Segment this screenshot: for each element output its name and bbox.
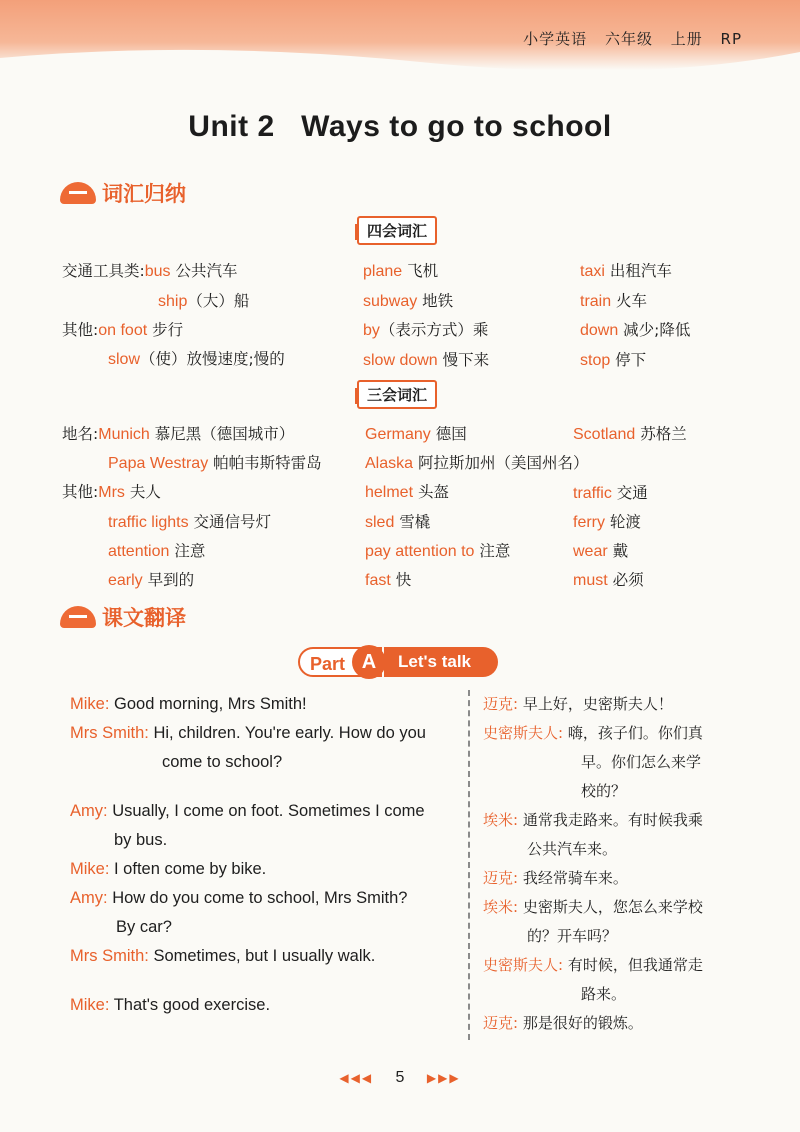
dialogue-line	[483, 951, 753, 1009]
vocab-english: ship	[158, 293, 188, 310]
three-skill-label: 三会词汇	[357, 380, 437, 409]
vocab-english: by	[363, 322, 380, 339]
vocab-chinese: 轮渡	[605, 513, 641, 531]
vocab-item	[580, 259, 672, 281]
speaker-name: Mrs Smith:	[70, 947, 149, 965]
vocab-item	[62, 422, 294, 444]
vocab-item	[365, 480, 449, 502]
section-vocab-title: 词汇归纳	[102, 182, 186, 206]
dialogue-text: 那是很好的锻炼。	[522, 1014, 643, 1032]
page-footer	[0, 1069, 800, 1087]
section-badge-icon	[60, 182, 96, 204]
vocab-chinese: （大）船	[187, 292, 250, 310]
vocab-chinese: 夫人	[124, 483, 161, 502]
speaker-name: 埃米:	[483, 898, 519, 916]
speaker-name: 迈克:	[483, 1014, 519, 1032]
vocab-english: train	[580, 292, 612, 310]
vocab-english: attention	[108, 542, 170, 560]
vocab-item	[62, 318, 183, 340]
vocab-item	[573, 481, 648, 503]
dialogue-text: 校的？	[581, 782, 627, 800]
dialogue-line	[483, 893, 753, 951]
dialogue-text: Hi, children. You're early. How do you	[153, 724, 426, 742]
dialogue-line	[70, 942, 460, 971]
vocab-chinese: （使）放慢速度;慢的	[140, 350, 285, 368]
dialogue-line	[70, 690, 460, 719]
dialogue-text: Usually, I come on foot. Sometimes I come	[112, 802, 425, 820]
vocab-category: 地名:	[62, 425, 99, 443]
vocab-english: early	[108, 572, 143, 589]
speaker-name: 埃米:	[483, 811, 519, 829]
vocab-english: sled	[365, 513, 395, 531]
vocab-item	[573, 422, 687, 444]
speaker-name: 迈克:	[483, 695, 519, 713]
speaker-name: 史密斯夫人:	[483, 956, 564, 974]
vocab-item	[365, 539, 510, 561]
dialogue-text: 我经常骑车来。	[522, 869, 628, 887]
dialogue-text: 通常我走路来。有时候我乘	[522, 811, 703, 829]
dialogue-line	[483, 806, 753, 864]
vocab-item	[573, 510, 641, 532]
vocab-chinese: 交通信号灯	[188, 512, 272, 531]
dialogue-text: How do you come to school, Mrs Smith?	[112, 889, 408, 907]
vocab-item	[580, 318, 690, 340]
vocab-english: Scotland	[573, 426, 636, 443]
vocab-item	[365, 451, 588, 473]
dialogue-english	[70, 690, 460, 1020]
dialogue-text: 路来。	[581, 985, 627, 1003]
dialogue-text: 嗨，孩子们。你们真	[567, 724, 703, 742]
vocab-english: ferry	[573, 514, 605, 531]
vocab-english: must	[573, 572, 608, 589]
vocab-chinese: 雪橇	[394, 512, 431, 531]
vocab-english: Munich	[98, 426, 150, 443]
vocab-english: plane	[363, 263, 403, 280]
part-letter: A	[352, 645, 386, 679]
vocab-chinese: 注意	[474, 541, 511, 560]
vocab-chinese: 戴	[607, 542, 629, 560]
speaker-name: 史密斯夫人:	[483, 724, 564, 742]
vocab-chinese: （表示方式）乘	[379, 321, 489, 339]
speaker-name: Amy:	[70, 889, 108, 907]
part-label: Part	[298, 647, 382, 677]
next-arrows-icon: ▶▶▶	[426, 1071, 461, 1085]
vocab-chinese: 公共汽车	[170, 262, 238, 280]
part-title: Let's talk	[384, 647, 498, 677]
vocab-category: 其他:	[62, 483, 99, 502]
vocab-chinese: 德国	[430, 425, 467, 443]
vocab-chinese: 减少;降低	[618, 321, 691, 339]
vocab-item	[108, 510, 271, 532]
header-volume: 上册	[670, 30, 703, 48]
vocab-english: Germany	[365, 426, 431, 443]
vocab-item	[363, 318, 488, 340]
dialogue-text: 早。你们怎么来学	[581, 753, 702, 771]
vocab-english: slow down	[363, 351, 438, 369]
vocab-item	[573, 539, 628, 561]
vocab-english: subway	[363, 292, 418, 310]
dialogue-text: Good morning, Mrs Smith!	[114, 695, 307, 713]
vocab-item	[365, 510, 430, 532]
vocab-chinese: 飞机	[402, 262, 439, 280]
dialogue-line	[70, 884, 460, 942]
vocab-english: Alaska	[365, 455, 414, 473]
vocab-item	[158, 289, 249, 311]
vocab-english: taxi	[580, 263, 605, 280]
speaker-name: Mike:	[70, 695, 110, 713]
vocab-item	[580, 348, 646, 370]
column-divider	[468, 690, 470, 1040]
vocab-english: pay attention to	[365, 542, 475, 560]
vocab-english: stop	[580, 351, 611, 369]
vocab-chinese: 头盔	[413, 483, 449, 502]
header-grade: 六年级	[604, 30, 653, 48]
vocab-item	[363, 348, 489, 370]
header-subject: 小学英语	[523, 30, 588, 48]
vocab-item	[62, 259, 237, 281]
vocab-item	[580, 289, 647, 311]
vocab-item	[108, 539, 205, 561]
speaker-name: Amy:	[70, 802, 108, 820]
dialogue-text: I often come by bike.	[114, 860, 267, 878]
vocab-english: traffic lights	[108, 513, 189, 531]
dialogue-line	[483, 864, 753, 893]
speaker-name: 迈克:	[483, 869, 519, 887]
vocab-item	[363, 289, 453, 311]
header-book-info	[511, 28, 742, 49]
speaker-name: Mrs Smith:	[70, 724, 149, 742]
vocab-english: Mrs	[98, 484, 125, 502]
dialogue-text: 公共汽车来。	[527, 840, 618, 858]
dialogue-text: By car?	[116, 918, 172, 936]
four-skill-label: 四会词汇	[357, 216, 437, 245]
dialogue-text: 有时候，但我通常走	[567, 956, 703, 974]
dialogue-text: Sometimes, but I usually walk.	[153, 947, 376, 965]
dialogue-text: 的？开车吗？	[527, 927, 618, 945]
vocab-chinese: 注意	[169, 541, 206, 560]
vocab-chinese: 步行	[147, 321, 184, 339]
dialogue-text: come to school?	[162, 753, 283, 771]
dialogue-text: That's good exercise.	[113, 996, 271, 1014]
vocab-item	[108, 451, 322, 473]
vocab-chinese: 阿拉斯加州（美国州名）	[413, 454, 589, 473]
vocab-item	[108, 347, 285, 369]
header-edition: RP	[720, 30, 742, 48]
dialogue-text: 早上好，史密斯夫人！	[522, 695, 673, 713]
section-translation-title: 课文翻译	[102, 606, 186, 630]
vocab-item	[573, 568, 644, 590]
page-number: 5	[395, 1069, 405, 1086]
vocab-chinese: 早到的	[142, 571, 195, 589]
vocab-chinese: 快	[390, 571, 412, 589]
dialogue-line	[483, 690, 753, 719]
vocab-chinese: 火车	[611, 291, 648, 310]
vocab-chinese: 地铁	[417, 291, 454, 310]
vocab-english: traffic	[573, 485, 612, 502]
section-vocab-heading	[60, 178, 186, 208]
vocab-chinese: 苏格兰	[635, 425, 687, 443]
dialogue-line	[70, 855, 460, 884]
section-badge-icon	[60, 606, 96, 628]
dialogue-line	[70, 797, 460, 855]
dialogue-chinese	[483, 690, 753, 1038]
vocab-category: 其他:	[62, 321, 99, 339]
vocab-chinese: 出租汽车	[604, 262, 672, 280]
dialogue-line	[483, 1009, 753, 1038]
vocab-english: bus	[144, 263, 171, 280]
vocab-english: fast	[365, 572, 391, 589]
vocab-english: Papa Westray	[108, 455, 209, 473]
speaker-name: Mike:	[70, 860, 110, 878]
section-translation-heading	[60, 602, 186, 632]
vocab-item	[365, 568, 411, 590]
vocab-item	[108, 568, 194, 590]
dialogue-line	[70, 719, 460, 777]
part-a-banner	[298, 645, 498, 679]
vocab-chinese: 停下	[610, 350, 647, 369]
vocab-chinese: 慢下来	[437, 350, 490, 369]
vocab-english: wear	[573, 543, 608, 560]
dialogue-text: by bus.	[114, 831, 168, 849]
unit-title: Unit 2 Ways to go to school	[188, 110, 612, 143]
vocab-item	[62, 480, 161, 502]
vocab-chinese: 交通	[611, 484, 648, 502]
dialogue-line	[483, 719, 753, 806]
vocab-english: helmet	[365, 484, 414, 502]
vocab-english: down	[580, 322, 619, 339]
vocab-item	[363, 259, 438, 281]
vocab-chinese: 必须	[607, 571, 644, 589]
vocab-category: 交通工具类:	[62, 262, 145, 280]
dialogue-text: 史密斯夫人，您怎么来学校	[522, 898, 703, 916]
prev-arrows-icon: ◀◀◀	[339, 1071, 374, 1085]
vocab-english: on foot	[98, 322, 148, 339]
vocab-item	[365, 422, 467, 444]
vocab-english: slow	[108, 351, 141, 368]
vocab-chinese: 帕帕韦斯特雷岛	[208, 454, 322, 473]
speaker-name: Mike:	[70, 996, 110, 1014]
dialogue-line	[70, 991, 460, 1020]
vocab-chinese: 慕尼黑（德国城市）	[149, 425, 295, 443]
